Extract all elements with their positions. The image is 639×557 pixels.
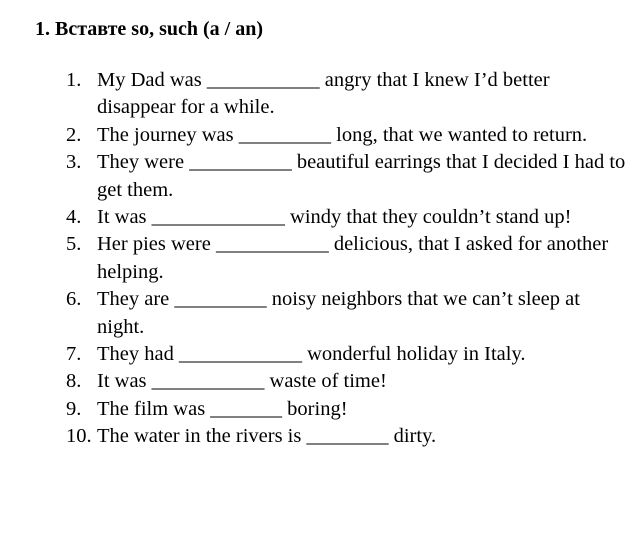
item-text: Her pies were ___________ delicious, that I asked for another helping. [97, 233, 609, 283]
item-number: 8. [66, 370, 82, 393]
exercise-title: 1. Вставте so, such (a / an) [35, 18, 263, 40]
exercise-list [66, 67, 631, 451]
exercise-item-7 [66, 341, 631, 368]
item-text: The film was _______ boring! [97, 397, 348, 420]
exercise-item-10 [66, 423, 631, 450]
item-text: The water in the rivers is ________ dirty. [97, 425, 437, 448]
exercise-item-5 [66, 231, 631, 286]
item-number: 4. [66, 206, 82, 229]
item-text: It was _____________ windy that they couldn’t stand up! [97, 206, 572, 229]
item-text: It was ___________ waste of time! [97, 370, 387, 393]
item-text: They had ____________ wonderful holiday in Italy. [97, 343, 526, 366]
item-number: 6. [66, 288, 82, 311]
exercise-item-2 [66, 122, 631, 149]
item-number: 5. [66, 233, 82, 256]
exercise-item-6 [66, 286, 631, 341]
item-number: 3. [66, 151, 82, 174]
item-text: My Dad was ___________ angry that I knew I’d better disappear for a while. [97, 69, 550, 119]
item-number: 1. [66, 69, 82, 91]
exercise-item-9 [66, 396, 631, 423]
item-text: They were __________ beautiful earrings that I decided I had to get them. [97, 151, 626, 201]
item-text: The journey was _________ long, that we wanted to return. [97, 123, 588, 146]
item-number: 2. [66, 123, 82, 146]
item-text: They are _________ noisy neighbors that we can’t sleep at night. [97, 288, 580, 338]
exercise-item-4 [66, 204, 631, 231]
exercise-item-1 [66, 67, 631, 122]
exercise-item-8 [66, 368, 631, 395]
item-number: 7. [66, 343, 82, 366]
item-number: 9. [66, 397, 82, 420]
exercise-item-3 [66, 149, 631, 204]
item-number: 10. [66, 425, 92, 448]
